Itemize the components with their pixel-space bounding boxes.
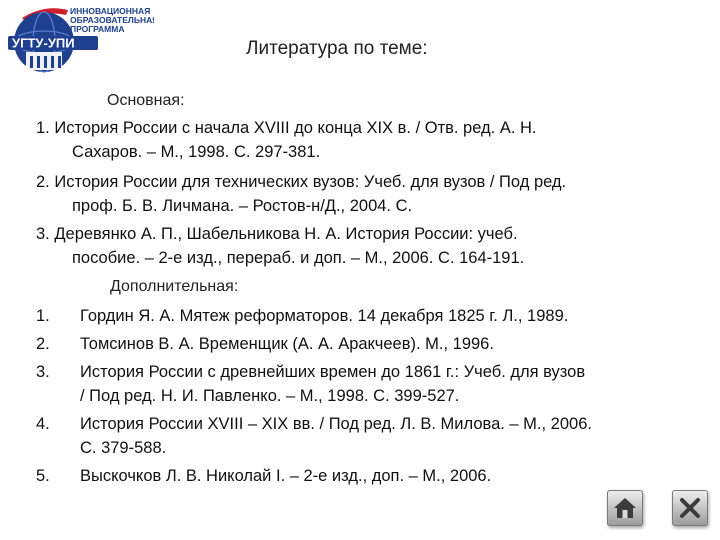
additional-item-3-line-2: / Под ред. Н. И. Павленко. – М., 1998. С. 399-527. bbox=[80, 387, 460, 405]
additional-item-2-number: 2. bbox=[36, 335, 50, 353]
main-item-3-line-2: пособие. – 2-е изд., перераб. и доп. – М., 2006. С. 164-191. bbox=[72, 249, 525, 267]
additional-item-3-number: 3. bbox=[36, 363, 50, 381]
main-literature-heading: Основная: bbox=[107, 92, 185, 109]
close-button[interactable] bbox=[672, 490, 708, 526]
close-icon bbox=[676, 494, 704, 522]
slide-title: Литература по теме: bbox=[246, 38, 428, 59]
main-item-1-line-2: Сахаров. – М., 1998. С. 297-381. bbox=[72, 143, 321, 161]
logo-text-line3: ПРОГРАММА bbox=[70, 24, 125, 34]
additional-item-4-line-1: История России XVIII – XIX вв. / Под ред. Л. В. Милова. – М., 2006. bbox=[80, 415, 592, 433]
additional-item-2-line-1: Томсинов В. А. Временщик (А. А. Аракчеев). М., 1996. bbox=[80, 335, 494, 353]
additional-item-5-number: 5. bbox=[36, 467, 50, 485]
home-icon bbox=[611, 494, 639, 522]
additional-item-4-number: 4. bbox=[36, 415, 50, 433]
home-button[interactable] bbox=[607, 490, 643, 526]
logo-text-line1: ИННОВАЦИОННАЯ bbox=[70, 6, 151, 16]
additional-literature-heading: Дополнительная: bbox=[110, 278, 239, 295]
logo-text-line2: ОБРАЗОВАТЕЛЬНАЯ bbox=[70, 15, 154, 25]
main-item-1-line-1: 1. История России с начала XVIII до конца XIX в. / Отв. ред. А. Н. bbox=[36, 119, 537, 137]
main-item-2-line-2: проф. Б. В. Личмана. – Ростов-н/Д., 2004. С. bbox=[72, 197, 413, 215]
additional-item-3-line-1: История России с древнейших времен до 1861 г.: Учеб. для вузов bbox=[80, 363, 586, 381]
logo-acronym: УГТУ-УПИ bbox=[12, 35, 75, 51]
additional-item-1-line-1: Гордин Я. А. Мятеж реформаторов. 14 декабря 1825 г. Л., 1989. bbox=[80, 307, 569, 325]
additional-item-1-number: 1. bbox=[36, 307, 50, 325]
additional-item-5-line-1: Выскочков Л. В. Николай I. – 2-е изд., доп. – М., 2006. bbox=[80, 467, 492, 485]
main-item-3-line-1: 3. Деревянко А. П., Шабельникова Н. А. История России: учеб. bbox=[36, 225, 518, 243]
additional-item-4-line-2: С. 379-588. bbox=[80, 439, 167, 457]
main-item-2-line-1: 2. История России для технических вузов: Учеб. для вузов / Под ред. bbox=[36, 173, 567, 191]
